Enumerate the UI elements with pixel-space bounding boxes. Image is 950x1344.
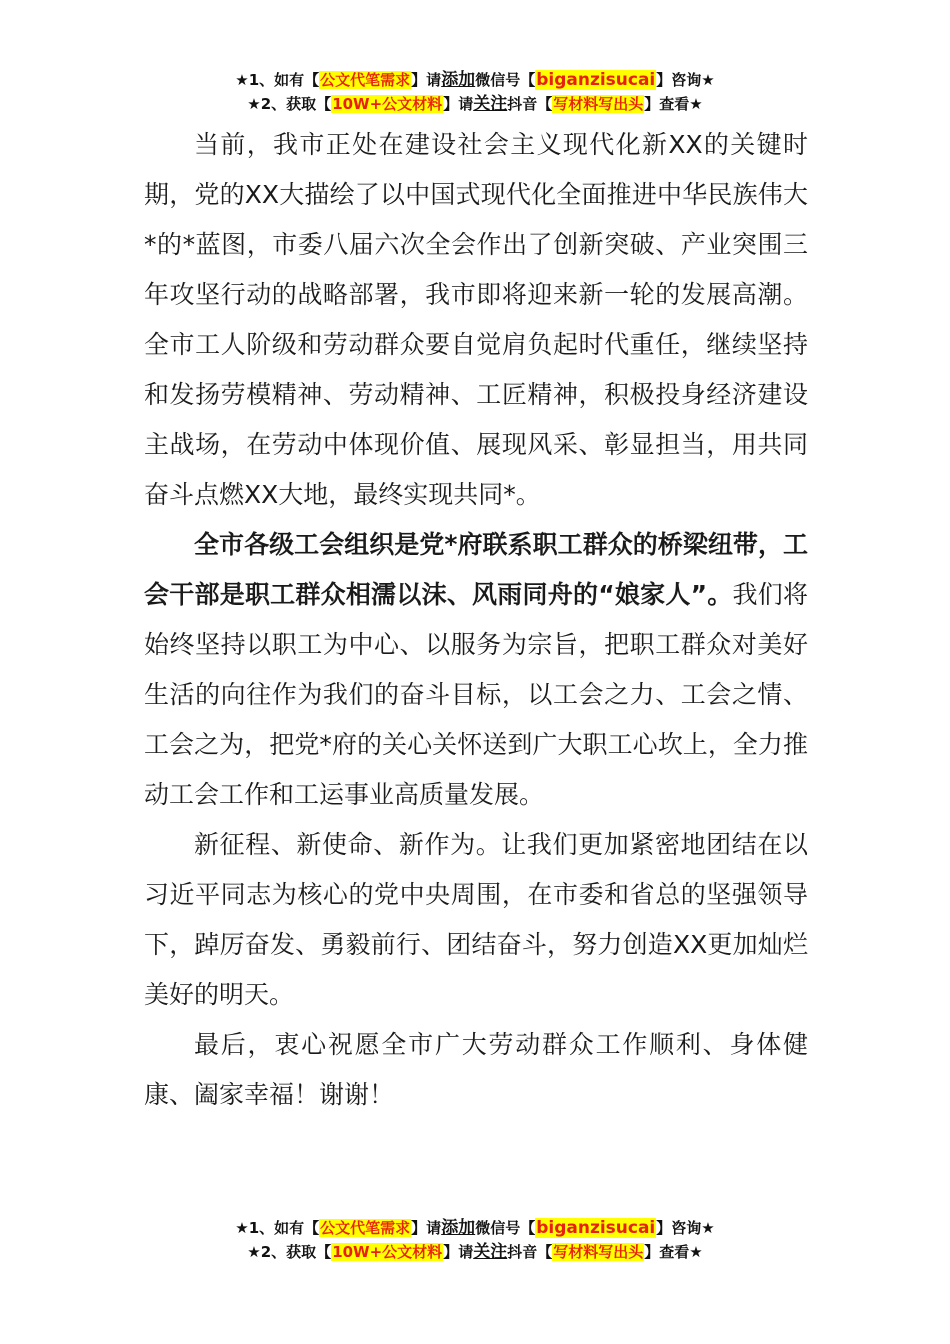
- follow-text: 关注: [473, 94, 508, 114]
- service-highlight: 公文代笔需求: [320, 71, 411, 89]
- banner-line-2: ★2、获取【10W+公文材料】请关注抖音【写材料写出头】查看★: [247, 94, 703, 114]
- document-body: [144, 120, 808, 1120]
- bold-lead-sentence: 全市各级工会组织是党*府联系职工群众的桥梁纽带，工会干部是职工群众相濡以沫、风雨同舟的“娘家人”。: [144, 530, 808, 609]
- paragraph-2-rest: 我们将始终坚持以职工为中心、以服务为宗旨，把职工群众对美好生活的向往作为我们的奋斗目标，以工会之力、工会之情、工会之为，把党*府的关心关怀送到广大职工心坎上，全力推动工会工作和工运事业高质量发展。: [144, 580, 808, 809]
- paragraph-4: 最后，衷心祝愿全市广大劳动群众工作顺利、身体健康、阖家幸福！谢谢！: [144, 1030, 808, 1109]
- footer-add-text: 添加: [441, 1218, 476, 1238]
- paragraph-1: 当前，我市正处在建设社会主义现代化新XX的关键时期，党的XX大描绘了以中国式现代化全面推进中华民族伟大*的*蓝图，市委八届六次全会作出了创新突破、产业突围三年攻坚行动的战略部署，我市即将迎来新一轮的发展高潮。全市工人阶级和劳动群众要自觉肩负起时代重任，继续坚持和发扬劳模精神、劳动精神、工匠精神，积极投身经济建设主战场，在劳动中体现价值、展现风采、彰显担当，用共同奋斗点燃XX大地，最终实现共同*。: [144, 130, 808, 509]
- footer-banner-line-1: ★1、如有【公文代笔需求】请添加微信号【biganzisucai】咨询★: [235, 1218, 715, 1238]
- douyin-account: 写材料写出头: [553, 95, 644, 113]
- banner-line-1: ★1、如有【公文代笔需求】请添加微信号【biganzisucai】咨询★: [235, 70, 715, 90]
- wechat-id: biganzisucai: [536, 70, 656, 90]
- header-banner: [0, 68, 950, 116]
- material-highlight: 10W+公文材料: [332, 95, 443, 113]
- footer-material-highlight: 10W+公文材料: [332, 1243, 443, 1261]
- footer-banner-line-2: ★2、获取【10W+公文材料】请关注抖音【写材料写出头】查看★: [247, 1242, 703, 1262]
- add-text: 添加: [441, 70, 476, 90]
- footer-wechat-id: biganzisucai: [536, 1218, 656, 1238]
- paragraph-2: [144, 520, 808, 820]
- footer-banner: [0, 1216, 950, 1264]
- paragraph-3: 新征程、新使命、新作为。让我们更加紧密地团结在以习近平同志为核心的党中央周围，在市委和省总的坚强领导下，踔厉奋发、勇毅前行、团结奋斗，努力创造XX更加灿烂美好的明天。: [144, 830, 808, 1009]
- footer-douyin-account: 写材料写出头: [553, 1243, 644, 1261]
- footer-service-highlight: 公文代笔需求: [320, 1219, 411, 1237]
- footer-follow-text: 关注: [473, 1242, 508, 1262]
